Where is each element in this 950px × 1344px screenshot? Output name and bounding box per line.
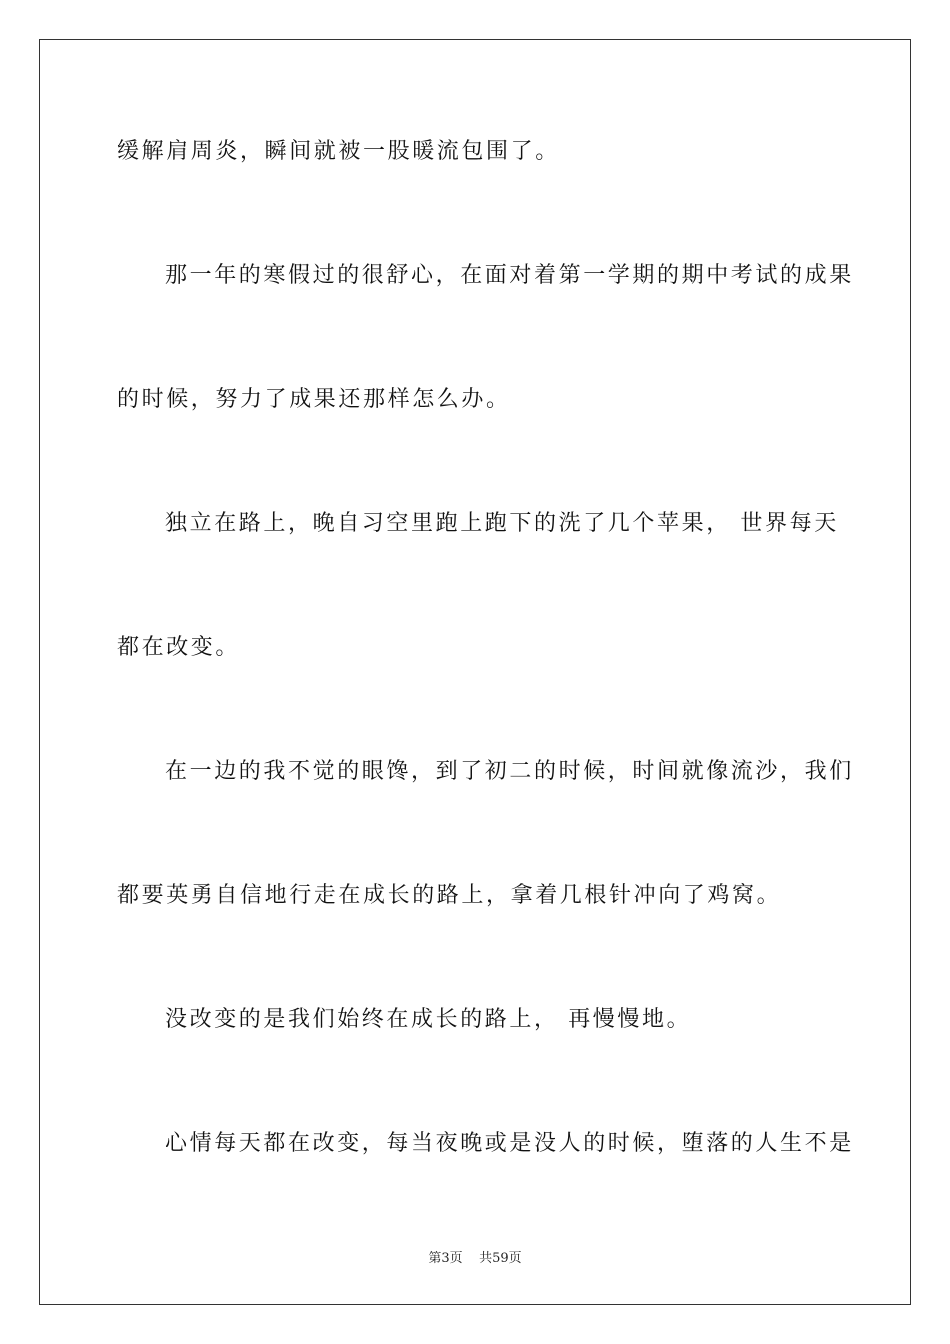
page-footer (0, 1247, 950, 1266)
text-line-2: 那一年的寒假过的很舒心，在面对着第一学期的期中考试的成果 (165, 263, 854, 288)
text-line-4: 独立在路上，晚自习空里跑上跑下的洗了几个苹果， 世界每天 (165, 511, 839, 536)
text-line-9: 心情每天都在改变，每当夜晚或是没人的时候，堕落的人生不是 (165, 1131, 854, 1156)
text-line-7: 都要英勇自信地行走在成长的路上，拿着几根针冲向了鸡窝。 (117, 883, 782, 908)
text-line-1: 缓解肩周炎，瞬间就被一股暖流包围了。 (117, 139, 560, 164)
text-line-8: 没改变的是我们始终在成长的路上， 再慢慢地。 (165, 1007, 692, 1032)
text-line-3: 的时候，努力了成果还那样怎么办。 (117, 387, 511, 412)
text-line-6: 在一边的我不觉的眼馋，到了初二的时候，时间就像流沙，我们 (165, 759, 854, 784)
page-border (39, 39, 911, 1305)
page-number: 第3页 (428, 1251, 463, 1266)
text-line-5: 都在改变。 (117, 635, 241, 660)
page-total: 共59页 (479, 1251, 522, 1266)
